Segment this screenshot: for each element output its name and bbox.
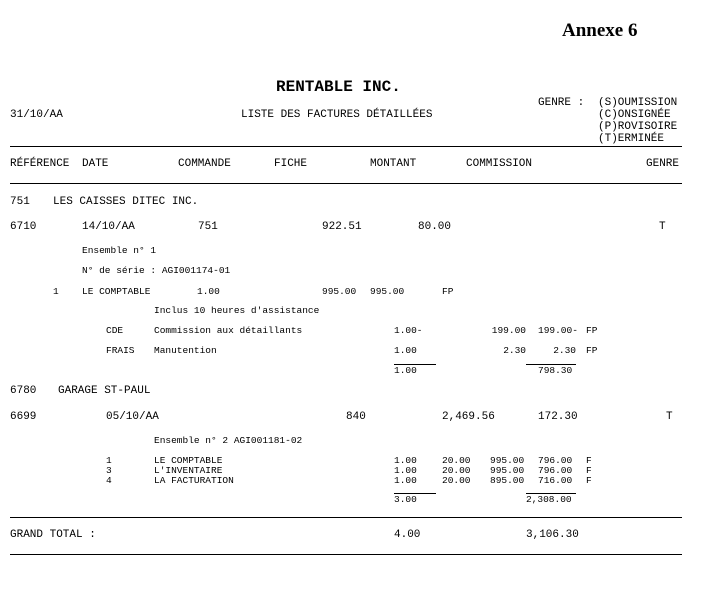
line-total: 796.00 (538, 465, 573, 476)
invoice-date: 05/10/AA (106, 411, 159, 423)
line-flag: F (586, 465, 592, 476)
grand-total-qty: 4.00 (394, 529, 421, 541)
subtotal-amount: 2,308.00 (526, 494, 572, 505)
client-code: 6780 (10, 385, 37, 397)
cde-total: 199.00- (538, 325, 578, 336)
ensemble-label: Ensemble n° 2 AGI001181-02 (154, 435, 303, 446)
invoice-commission: 172.30 (538, 411, 578, 423)
column-header-fiche: FICHE (274, 158, 308, 170)
client-name: GARAGE ST-PAUL (58, 385, 151, 397)
line-pct: 20.00 (442, 455, 471, 466)
line-total: 716.00 (538, 475, 573, 486)
invoice-date: 14/10/AA (82, 221, 135, 233)
invoice-commande: 751 (198, 221, 218, 233)
frais-desc: Manutention (154, 345, 217, 356)
line-total: 796.00 (538, 455, 573, 466)
invoice-ref: 6699 (10, 411, 37, 423)
client-code: 751 (10, 196, 30, 208)
line-desc: LE COMPTABLE (154, 455, 223, 466)
invoice-montant: 2,469.56 (442, 411, 495, 423)
invoice-commission: 80.00 (418, 221, 452, 233)
report-date: 31/10/AA (10, 109, 63, 121)
line-number: 4 (106, 475, 112, 486)
line-c: 995.00 (370, 286, 405, 297)
line-qty: 1 (53, 286, 59, 297)
subtotal-amount: 798.30 (538, 365, 573, 376)
grand-total-amount: 3,106.30 (526, 529, 579, 541)
frais-total: 2.30 (553, 345, 576, 356)
cde-flag: FP (586, 325, 598, 336)
invoice-montant: 922.51 (322, 221, 362, 233)
grand-total-rule (10, 517, 682, 518)
line-price: 995.00 (490, 465, 525, 476)
genre-label: GENRE : (538, 97, 585, 109)
column-header-date: DATE (82, 158, 109, 170)
genre-option: (T)ERMINÉE (598, 133, 665, 145)
inclus-note: Inclus 10 heures d'assistance (154, 305, 320, 316)
column-header-genre: GENRE (646, 158, 680, 170)
grand-total-label: GRAND TOTAL : (10, 529, 96, 541)
frais-code: FRAIS (106, 345, 135, 356)
line-desc: LE COMPTABLE (82, 286, 151, 297)
header-rule (10, 146, 682, 147)
cde-code: CDE (106, 325, 124, 336)
line-number: 3 (106, 465, 112, 476)
line-pct: 20.00 (442, 475, 471, 486)
line-flag: F (586, 475, 592, 486)
genre-option: (P)ROVISOIRE (598, 121, 678, 133)
column-header-reference: RÉFÉRENCE (10, 158, 70, 170)
line-qty: 1.00 (394, 455, 417, 466)
line-desc: L'INVENTAIRE (154, 465, 223, 476)
invoice-fiche: 840 (346, 411, 366, 423)
line-number: 1 (106, 455, 112, 466)
cde-desc: Commission aux détaillants (154, 325, 303, 336)
column-header-montant: MONTANT (370, 158, 417, 170)
invoice-genre: T (666, 411, 673, 423)
frais-qty: 1.00 (394, 345, 417, 356)
line-b: 995.00 (322, 286, 357, 297)
column-header-rule (10, 183, 682, 184)
subtotal-qty: 3.00 (394, 494, 417, 505)
subtotal-qty: 1.00 (394, 365, 417, 376)
line-a: 1.00 (197, 286, 220, 297)
client-name: LES CAISSES DITEC INC. (53, 196, 199, 208)
footer-rule (10, 554, 682, 555)
genre-option: (S)OUMISSION (598, 97, 678, 109)
frais-unit: 2.30 (503, 345, 526, 356)
annexe-label: Annexe 6 (562, 20, 638, 41)
line-qty: 1.00 (394, 465, 417, 476)
genre-option: (C)ONSIGNÉE (598, 109, 671, 121)
line-flag: F (586, 455, 592, 466)
column-header-commission: COMMISSION (466, 158, 533, 170)
line-price: 895.00 (490, 475, 525, 486)
line-desc: LA FACTURATION (154, 475, 234, 486)
company-title: RENTABLE INC. (276, 78, 401, 96)
ensemble-label: Ensemble n° 1 (82, 245, 157, 256)
cde-unit: 199.00 (491, 325, 526, 336)
line-qty: 1.00 (394, 475, 417, 486)
serial-number: N° de série : AGI001174-01 (82, 265, 231, 276)
line-pct: 20.00 (442, 465, 471, 476)
invoice-ref: 6710 (10, 221, 37, 233)
report-title: LISTE DES FACTURES DÉTAILLÉES (241, 109, 433, 121)
cde-qty: 1.00- (394, 325, 423, 336)
frais-flag: FP (586, 345, 598, 356)
invoice-genre: T (659, 221, 666, 233)
line-price: 995.00 (490, 455, 525, 466)
line-code: FP (442, 286, 454, 297)
column-header-commande: COMMANDE (178, 158, 231, 170)
